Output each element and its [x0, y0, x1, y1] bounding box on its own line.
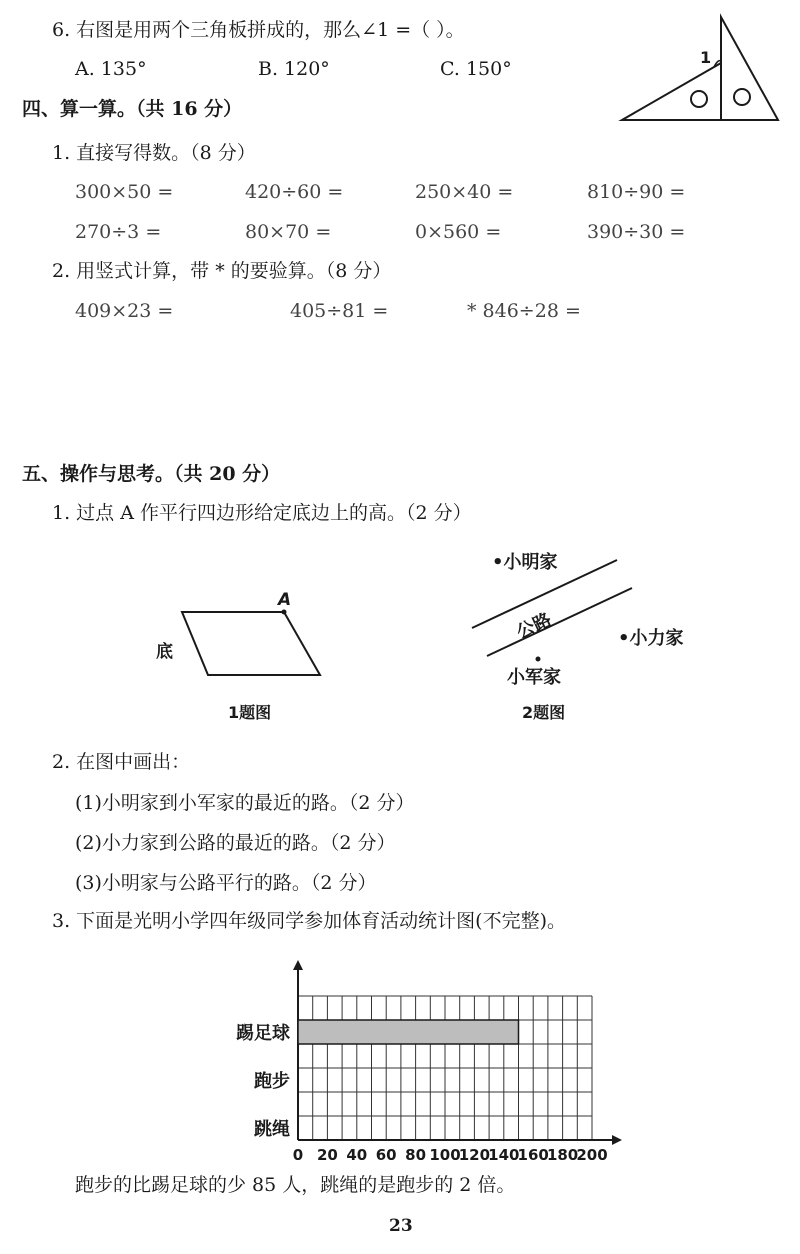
- calc-3: 250×40 =: [415, 181, 514, 203]
- activity-bar-chart: [0, 950, 800, 1164]
- s5-q1-title: 1. 过点 A 作平行四边形给定底边上的高。（2 分）: [52, 502, 472, 524]
- parallelogram: [182, 612, 320, 675]
- x-tick-label: 120: [458, 1146, 491, 1164]
- x-axis-arrow: [612, 1135, 622, 1145]
- triangle-right: [721, 17, 778, 120]
- base-label: 底: [156, 642, 173, 662]
- road-edge-bottom: [487, 588, 632, 656]
- angle-label: 1: [700, 48, 712, 67]
- x-tick-label: 0: [292, 1146, 304, 1164]
- triangle-left-hole: [691, 91, 707, 107]
- fig1-caption: 1题图: [228, 703, 272, 722]
- xiaojun-home-dot: [536, 657, 541, 662]
- s5-q2-title: 2. 在图中画出：: [52, 751, 191, 773]
- section4-title: 四、算一算。（共 16 分）: [22, 98, 243, 120]
- bar-0: [298, 1020, 519, 1044]
- vertical-calc-1: 409×23 =: [75, 300, 174, 322]
- s5-q3-note: 跑步的比踢足球的少 85 人，跳绳的是跑步的 2 倍。: [75, 1174, 516, 1196]
- road-figure: [460, 540, 720, 730]
- x-tick-label: 100: [429, 1146, 461, 1164]
- calc-5: 270÷3 =: [75, 221, 162, 243]
- x-tick-label: 140: [488, 1146, 520, 1164]
- y-axis-arrow: [293, 960, 303, 970]
- calc-2: 420÷60 =: [245, 181, 344, 203]
- xiaoli-home-label: •小力家: [618, 628, 684, 649]
- calc-6: 80×70 =: [245, 221, 332, 243]
- q6-option-b: B. 120°: [258, 58, 330, 80]
- category-label: 踢足球: [236, 1023, 290, 1044]
- x-tick-label: 80: [405, 1146, 427, 1164]
- x-tick-label: 40: [346, 1146, 368, 1164]
- page-number: 23: [389, 1216, 413, 1236]
- fig2-caption: 2题图: [522, 703, 566, 722]
- q6-option-c: C. 150°: [440, 58, 512, 80]
- calc-4: 810÷90 =: [587, 181, 686, 203]
- q6-question: 6. 右图是用两个三角板拼成的，那么∠1 =（ ）。: [52, 19, 465, 41]
- set-squares-figure: [618, 15, 783, 125]
- q6-option-a: A. 135°: [75, 58, 147, 80]
- x-tick-label: 160: [517, 1146, 549, 1164]
- section5-title: 五、操作与思考。（共 20 分）: [22, 463, 281, 485]
- parallelogram-figure: [150, 585, 350, 725]
- x-tick-label: 60: [375, 1146, 397, 1164]
- x-tick-label: 180: [546, 1146, 579, 1164]
- xiaojun-home-label: 小军家: [507, 667, 561, 688]
- calc-7: 0×560 =: [415, 221, 502, 243]
- category-label: 跳绳: [254, 1119, 290, 1140]
- category-label: 跑步: [254, 1071, 290, 1092]
- s5-q2-item3: (3)小明家与公路平行的路。（2 分）: [75, 872, 377, 894]
- s4-q1-title: 1. 直接写得数。（8 分）: [52, 142, 256, 164]
- s5-q2-item2: (2)小力家到公路的最近的路。（2 分）: [75, 832, 396, 854]
- x-tick-label: 20: [316, 1146, 338, 1164]
- s5-q2-item1: (1)小明家到小军家的最近的路。（2 分）: [75, 792, 415, 814]
- xiaoming-home-label: •小明家: [492, 552, 558, 573]
- s4-q2-title: 2. 用竖式计算，带 * 的要验算。（8 分）: [52, 260, 392, 282]
- point-a-label: A: [278, 590, 292, 610]
- s5-q3-title: 3. 下面是光明小学四年级同学参加体育活动统计图(不完整)。: [52, 910, 566, 932]
- x-tick-label: 200: [576, 1146, 608, 1164]
- point-a-dot: [282, 610, 287, 615]
- vertical-calc-2: 405÷81 =: [290, 300, 389, 322]
- calc-8: 390÷30 =: [587, 221, 686, 243]
- vertical-calc-3: * 846÷28 =: [467, 300, 581, 322]
- triangle-left: [622, 63, 721, 120]
- triangle-right-hole: [734, 89, 750, 105]
- road-label: 公路: [513, 609, 555, 644]
- calc-1: 300×50 =: [75, 181, 174, 203]
